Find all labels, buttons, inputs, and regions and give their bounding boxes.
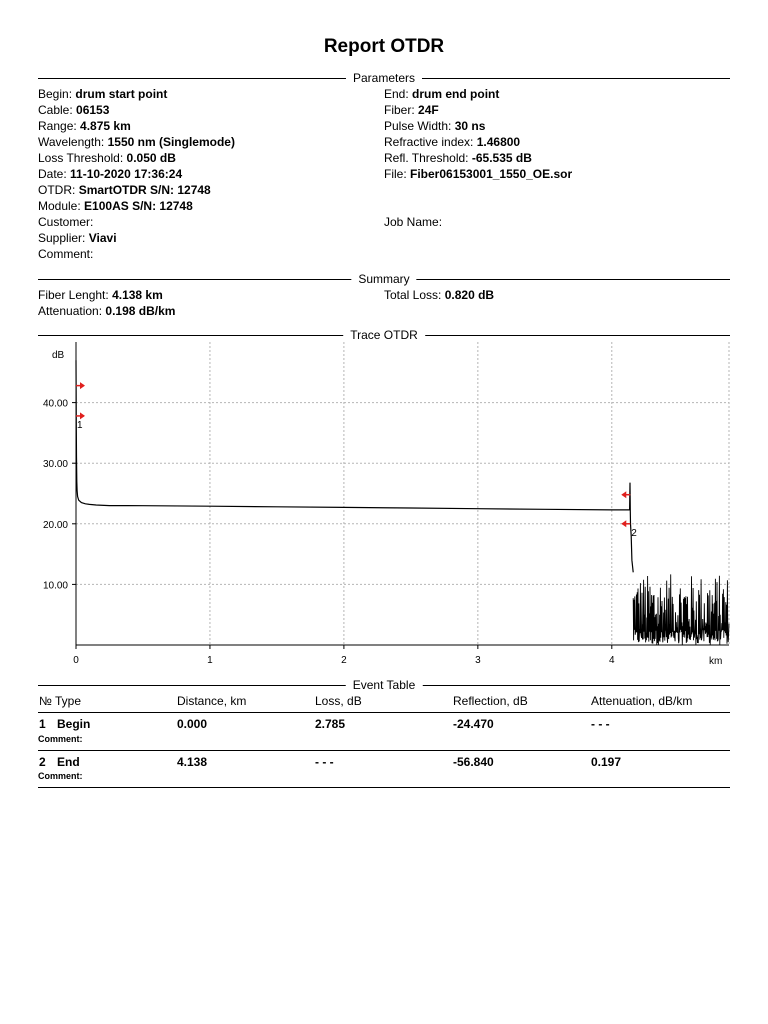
param-label: Total Loss:: [384, 288, 442, 302]
param-row: [38, 198, 193, 214]
event-1-distance: 0.000: [177, 717, 208, 731]
param-value: 4.875 km: [80, 119, 131, 133]
param-value: Viavi: [88, 231, 117, 245]
param-label: Comment:: [38, 247, 94, 261]
y-tick-label: 20.00: [42, 519, 68, 531]
param-row: [384, 287, 494, 303]
param-row: [384, 214, 442, 230]
param-row: [38, 287, 163, 303]
param-label: Date:: [38, 167, 67, 181]
param-value: drum end point: [412, 87, 500, 101]
event-2-attenuation: 0.197: [591, 755, 622, 769]
event-2-distance: 4.138: [177, 755, 208, 769]
table-rule: [38, 750, 730, 751]
param-value: Fiber06153001_1550_OE.sor: [410, 167, 573, 181]
param-row: [38, 246, 93, 262]
event-2-loss: - - -: [315, 755, 334, 769]
param-value: 0.820 dB: [444, 288, 495, 302]
param-label: File:: [384, 167, 407, 181]
param-row: [38, 230, 117, 246]
param-label: Fiber:: [384, 103, 415, 117]
otdr-trace-chart: [0, 340, 768, 670]
event-2-comment-label: Comment:: [38, 771, 83, 781]
event-1-number: 1: [39, 717, 46, 731]
noise-floor-trace: [633, 574, 729, 645]
param-label: Wavelength:: [38, 135, 105, 149]
event-1-comment-label: Comment:: [38, 734, 83, 744]
param-label: End:: [384, 87, 409, 101]
report-title: Report OTDR: [323, 36, 445, 57]
param-label: Customer:: [38, 215, 94, 229]
event-marker-arrowhead: [621, 491, 626, 498]
event-marker-arrowhead: [621, 520, 626, 527]
trace-heading: Trace OTDR: [343, 327, 425, 343]
event-2-type: End: [57, 755, 80, 769]
summary-heading: Summary: [351, 271, 416, 287]
table-rule: [38, 712, 730, 713]
y-tick-label: 30.00: [42, 459, 68, 471]
event-1-attenuation: - - -: [591, 717, 610, 731]
param-label: Range:: [38, 119, 77, 133]
param-label: Refractive index:: [384, 135, 474, 149]
trace-line: [76, 360, 633, 572]
param-row: [38, 134, 235, 150]
param-value: 11-10-2020 17:36:24: [70, 167, 183, 181]
event-table-header-attenuation: Attenuation, dB/km: [591, 694, 693, 708]
x-tick-label: 2: [341, 655, 347, 666]
x-tick-label: 1: [207, 655, 213, 666]
event-table-header-number-type: № Type: [39, 694, 82, 708]
parameters-section-header: [38, 70, 730, 86]
param-row: [38, 182, 211, 198]
param-row: [38, 303, 175, 319]
param-row: [38, 166, 182, 182]
param-label: Pulse Width:: [384, 119, 452, 133]
param-row: [384, 102, 439, 118]
event-number-label: 1: [77, 419, 83, 431]
event-table-section-header: [38, 677, 730, 693]
param-row: [38, 214, 93, 230]
y-tick-label: 10.00: [42, 580, 68, 592]
param-label: Refl. Threshold:: [384, 151, 469, 165]
event-table-header-loss: Loss, dB: [315, 694, 362, 708]
param-value: 4.138 km: [112, 288, 163, 302]
param-row: [384, 150, 532, 166]
param-label: Begin:: [38, 87, 73, 101]
param-label: OTDR:: [38, 183, 76, 197]
param-row: [384, 118, 485, 134]
event-number-label: 2: [631, 527, 637, 539]
param-value: 30 ns: [454, 119, 486, 133]
param-value: 1550 nm (Singlemode): [107, 135, 235, 149]
param-value: 0.198 dB/km: [105, 304, 176, 318]
param-value: 06153: [76, 103, 110, 117]
param-value: 1.46800: [476, 135, 521, 149]
param-value: drum start point: [75, 87, 168, 101]
y-tick-label: 40.00: [42, 398, 68, 410]
event-table-heading: Event Table: [346, 677, 423, 693]
param-row: [38, 150, 176, 166]
param-row: [384, 86, 499, 102]
param-label: Fiber Lenght:: [38, 288, 109, 302]
param-row: [38, 86, 167, 102]
summary-section-header: [38, 271, 730, 287]
y-axis-label: dB: [52, 350, 65, 361]
param-label: Loss Threshold:: [38, 151, 124, 165]
x-axis-label: km: [709, 656, 723, 667]
event-marker-arrowhead: [80, 382, 85, 389]
event-marker-arrowhead: [80, 412, 85, 419]
param-value: E100AS S/N: 12748: [84, 199, 193, 213]
event-table-header-distance: Distance, km: [177, 694, 247, 708]
param-row: [38, 118, 131, 134]
param-label: Module:: [38, 199, 81, 213]
event-2-number: 2: [39, 755, 46, 769]
event-1-reflection: -24.470: [453, 717, 494, 731]
event-1-type: Begin: [57, 717, 91, 731]
param-row: [38, 102, 109, 118]
x-tick-label: 0: [73, 655, 79, 666]
event-1-loss: 2.785: [315, 717, 346, 731]
param-value: 0.050 dB: [126, 151, 176, 165]
x-tick-label: 3: [475, 655, 481, 666]
param-label: Attenuation:: [38, 304, 103, 318]
param-value: SmartOTDR S/N: 12748: [78, 183, 211, 197]
param-label: Cable:: [38, 103, 73, 117]
param-row: [384, 166, 572, 182]
param-label: Supplier:: [38, 231, 86, 245]
param-row: [384, 134, 520, 150]
param-value: 24F: [418, 103, 439, 117]
table-rule: [38, 787, 730, 788]
event-2-reflection: -56.840: [453, 755, 494, 769]
parameters-heading: Parameters: [346, 70, 422, 86]
event-table-header-reflection: Reflection, dB: [453, 694, 528, 708]
param-label: Job Name:: [384, 215, 443, 229]
param-value: -65.535 dB: [471, 151, 532, 165]
x-tick-label: 4: [609, 655, 615, 666]
